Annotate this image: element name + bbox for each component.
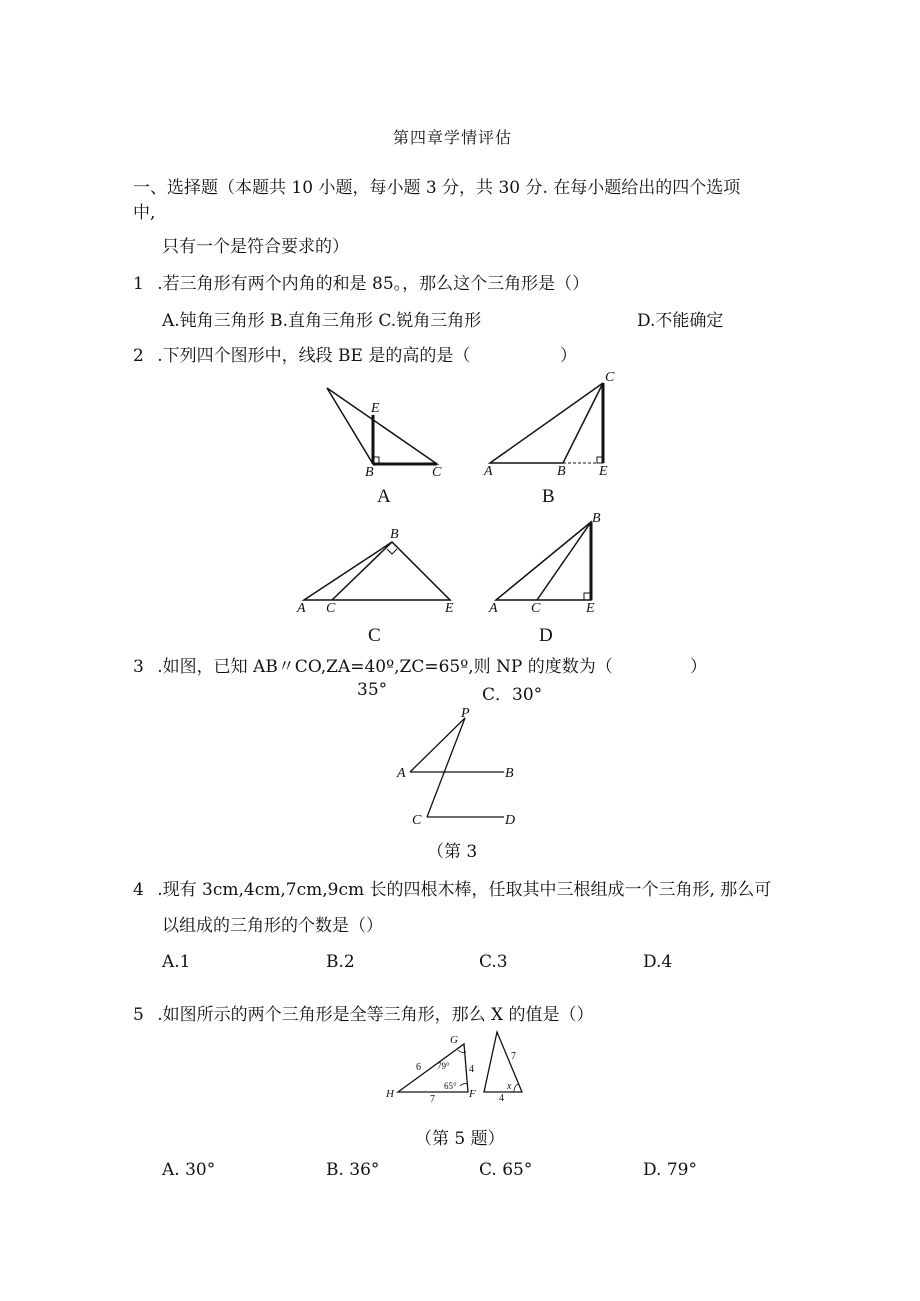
question-1 (133, 269, 589, 294)
page-title: 第四章学情评估 (393, 128, 513, 147)
label-h: H (386, 1088, 394, 1100)
label-a: A (484, 464, 493, 479)
q2-figure-c (292, 522, 467, 617)
question-number: 1 (133, 274, 144, 294)
label-b: B (592, 511, 601, 526)
side-7: 7 (430, 1094, 435, 1105)
q3-option-b: 35° (357, 680, 388, 700)
side2-4: 4 (499, 1093, 504, 1104)
q2-stem-close: ） (560, 346, 577, 366)
section-heading: 一、选择题（本题共 10 小题，每小题 3 分，共 30 分. 在每小题给出的四个选项 (133, 178, 741, 198)
q5-option-a: A. 30° (162, 1160, 216, 1180)
label-e: E (371, 401, 380, 416)
q3-figure (392, 706, 527, 831)
q5-option-d: D. 79° (643, 1160, 697, 1180)
label-b: B (557, 464, 566, 479)
side2-7: 7 (511, 1051, 516, 1062)
question-number: 5 (133, 1005, 144, 1025)
q5-option-c: C. 65° (479, 1160, 533, 1180)
question-2 (133, 341, 470, 366)
question-stem: .如图，已知 AB〃CO,ZA=40º,ZC=65º,则 NP 的度数为（ (157, 657, 613, 677)
side-6: 6 (416, 1062, 421, 1073)
label-p: P (461, 706, 470, 721)
question-stem: .若三角形有两个内角的和是 85。，那么这个三角形是（） (157, 274, 590, 294)
q1-options-abc: A.钝角三角形 B.直角三角形 C.锐角三角形 (162, 311, 482, 331)
label-b: B (505, 766, 514, 781)
label-c: C (326, 601, 336, 616)
label-g: G (450, 1034, 458, 1046)
label-d: D (505, 813, 516, 828)
side-4: 4 (469, 1064, 474, 1075)
q1-option-d: D.不能确定 (637, 311, 724, 331)
label-a: A (397, 766, 406, 781)
label-c: C (412, 813, 422, 828)
q5-figure (380, 1026, 540, 1106)
label-a: A (297, 601, 306, 616)
section-heading-note: 只有一个是符合要求的） (162, 237, 349, 257)
q2-figure-a (315, 380, 450, 480)
q2-figure-d (484, 508, 614, 618)
q5-caption: （第 5 题） (415, 1129, 505, 1149)
q2-figure-c-label: C (368, 625, 381, 646)
question-5 (133, 1000, 594, 1025)
question-stem: .如图所示的两个三角形是全等三角形，那么 X 的值是（） (157, 1005, 594, 1025)
q4-option-b: B.2 (326, 952, 355, 972)
label-b: B (390, 527, 399, 542)
q3-stem-close: ） (690, 657, 707, 677)
question-number: 3 (133, 657, 144, 677)
q2-figure-b (478, 368, 628, 483)
question-stem: .下列四个图形中，线段 BE 是的高的是（ (157, 346, 471, 366)
q5-option-b: B. 36° (326, 1160, 380, 1180)
q2-figure-d-label: D (539, 625, 553, 646)
q2-figure-a-label: A (377, 486, 391, 507)
label-a: A (489, 601, 498, 616)
question-stem: .现有 3cm,4cm,7cm,9cm 长的四根木棒，任取其中三根组成一个三角形, 那么可 (157, 880, 772, 900)
label-x: x (507, 1081, 512, 1092)
q4-stem-line2: 以组成的三角形的个数是（） (162, 916, 383, 936)
angle-79: 79° (437, 1061, 450, 1071)
question-4 (133, 875, 771, 900)
label-e: E (445, 601, 454, 616)
label-c: C (432, 465, 442, 480)
q4-option-a: A.1 (162, 952, 191, 972)
q4-option-c: C.3 (479, 952, 508, 972)
label-c: C (531, 601, 541, 616)
q2-figure-b-label: B (542, 486, 555, 507)
label-e: E (599, 464, 608, 479)
label-b: B (365, 465, 374, 480)
q3-caption: （第 3 (427, 842, 478, 862)
question-3 (133, 652, 613, 677)
label-c: C (605, 370, 615, 385)
question-number: 4 (133, 880, 144, 900)
angle-65: 65° (444, 1081, 457, 1091)
question-number: 2 (133, 346, 144, 366)
section-heading-cont: 中, (133, 203, 156, 223)
label-f: F (469, 1088, 476, 1100)
q4-option-d: D.4 (643, 952, 673, 972)
q3-option-c: C．30° (482, 685, 543, 705)
label-e: E (586, 601, 595, 616)
